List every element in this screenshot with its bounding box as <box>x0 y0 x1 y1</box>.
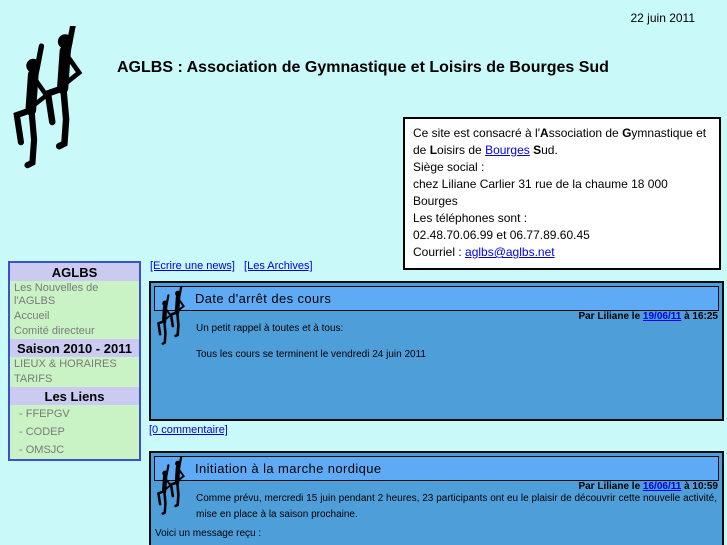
post-2-byline: Par Liliane le 16/06/11 à 10:59 <box>578 481 718 492</box>
info-intro: Ce site est consacré à l'Association de Gymnastique et de Loisirs de Bourges Sud. <box>413 126 707 157</box>
gymnasts-icon <box>156 287 191 347</box>
post-1-body-line-2: Tous les cours se terminent le vendredi 24 juin 2011 <box>196 349 426 360</box>
post-1-date-link[interactable]: 19/06/11 <box>642 311 682 322</box>
post-2-date-link[interactable]: 16/06/11 <box>642 481 682 492</box>
info-siege: Siège social : <box>413 160 485 174</box>
page-title: AGLBS : Association de Gymnastique et Loisirs de Bourges Sud <box>117 59 609 76</box>
gymnasts-icon <box>156 457 191 517</box>
sidebar-header-saison: Saison 2010 - 2011 <box>10 339 139 357</box>
sidebar-header-aglbs: AGLBS <box>10 263 139 281</box>
sidebar-menu <box>8 261 141 461</box>
info-phones-label: Les téléphones sont : <box>413 211 528 225</box>
archives-link[interactable]: [Les Archives] <box>244 260 313 272</box>
post-1-body-line-1: Un petit rappel à toutes et à tous: <box>196 323 344 334</box>
gymnasts-logo-icon <box>8 26 100 173</box>
sidebar-header-liens: Les Liens <box>10 387 139 405</box>
news-toolbar <box>150 260 319 272</box>
write-news-link[interactable]: [Ecrire une news] <box>150 260 235 272</box>
sidebar-item-lieux-horaires[interactable]: LIEUX & HORAIRES <box>14 358 117 370</box>
info-phones: 02.48.70.06.99 et 06.77.89.60.45 <box>413 228 590 242</box>
page-date: 22 juin 2011 <box>630 11 695 25</box>
post-2-titlebar <box>154 456 719 481</box>
sidebar-item-codep[interactable]: - CODEP <box>19 426 65 438</box>
post-2-body-line-2: Voici un message reçu : <box>155 528 262 539</box>
post-1-comments-link[interactable]: [0 commentaire] <box>149 424 228 436</box>
post-1-title: Date d'arrêt des cours <box>195 291 332 306</box>
info-courriel: Courriel : aglbs@aglbs.net <box>413 245 555 259</box>
post-2-title: Initiation à la marche nordique <box>195 461 382 476</box>
post-1-titlebar <box>154 286 719 311</box>
info-address: chez Liliane Carlier 31 rue de la chaume 18 000 Bourges <box>413 177 668 208</box>
post-1-byline: Par Liliane le 19/06/11 à 16:25 <box>578 311 718 322</box>
sidebar-item-omsjc[interactable]: - OMSJC <box>19 444 65 456</box>
sidebar-item-tarifs[interactable]: TARIFS <box>14 373 53 385</box>
bourges-link[interactable]: Bourges <box>485 143 530 157</box>
site-info-box <box>403 117 721 270</box>
sidebar-item-accueil[interactable]: Accueil <box>14 310 50 322</box>
news-post-2 <box>149 451 724 545</box>
news-post-1 <box>149 281 724 421</box>
post-2-body-paragraph: Comme prévu, mercredi 15 juin pendant 2 heures, 23 participants ont eu le plaisir de découvrir cette nouvelle activité, mise en place à la saison prochaine. <box>196 493 717 520</box>
sidebar-item-nouvelles[interactable]: Les Nouvelles de l'AGLBS <box>14 282 99 307</box>
sidebar-item-comite[interactable]: Comité directeur <box>14 325 95 337</box>
sidebar-item-ffepgv[interactable]: - FFEPGV <box>19 408 70 420</box>
email-link[interactable]: aglbs@aglbs.net <box>465 245 555 259</box>
